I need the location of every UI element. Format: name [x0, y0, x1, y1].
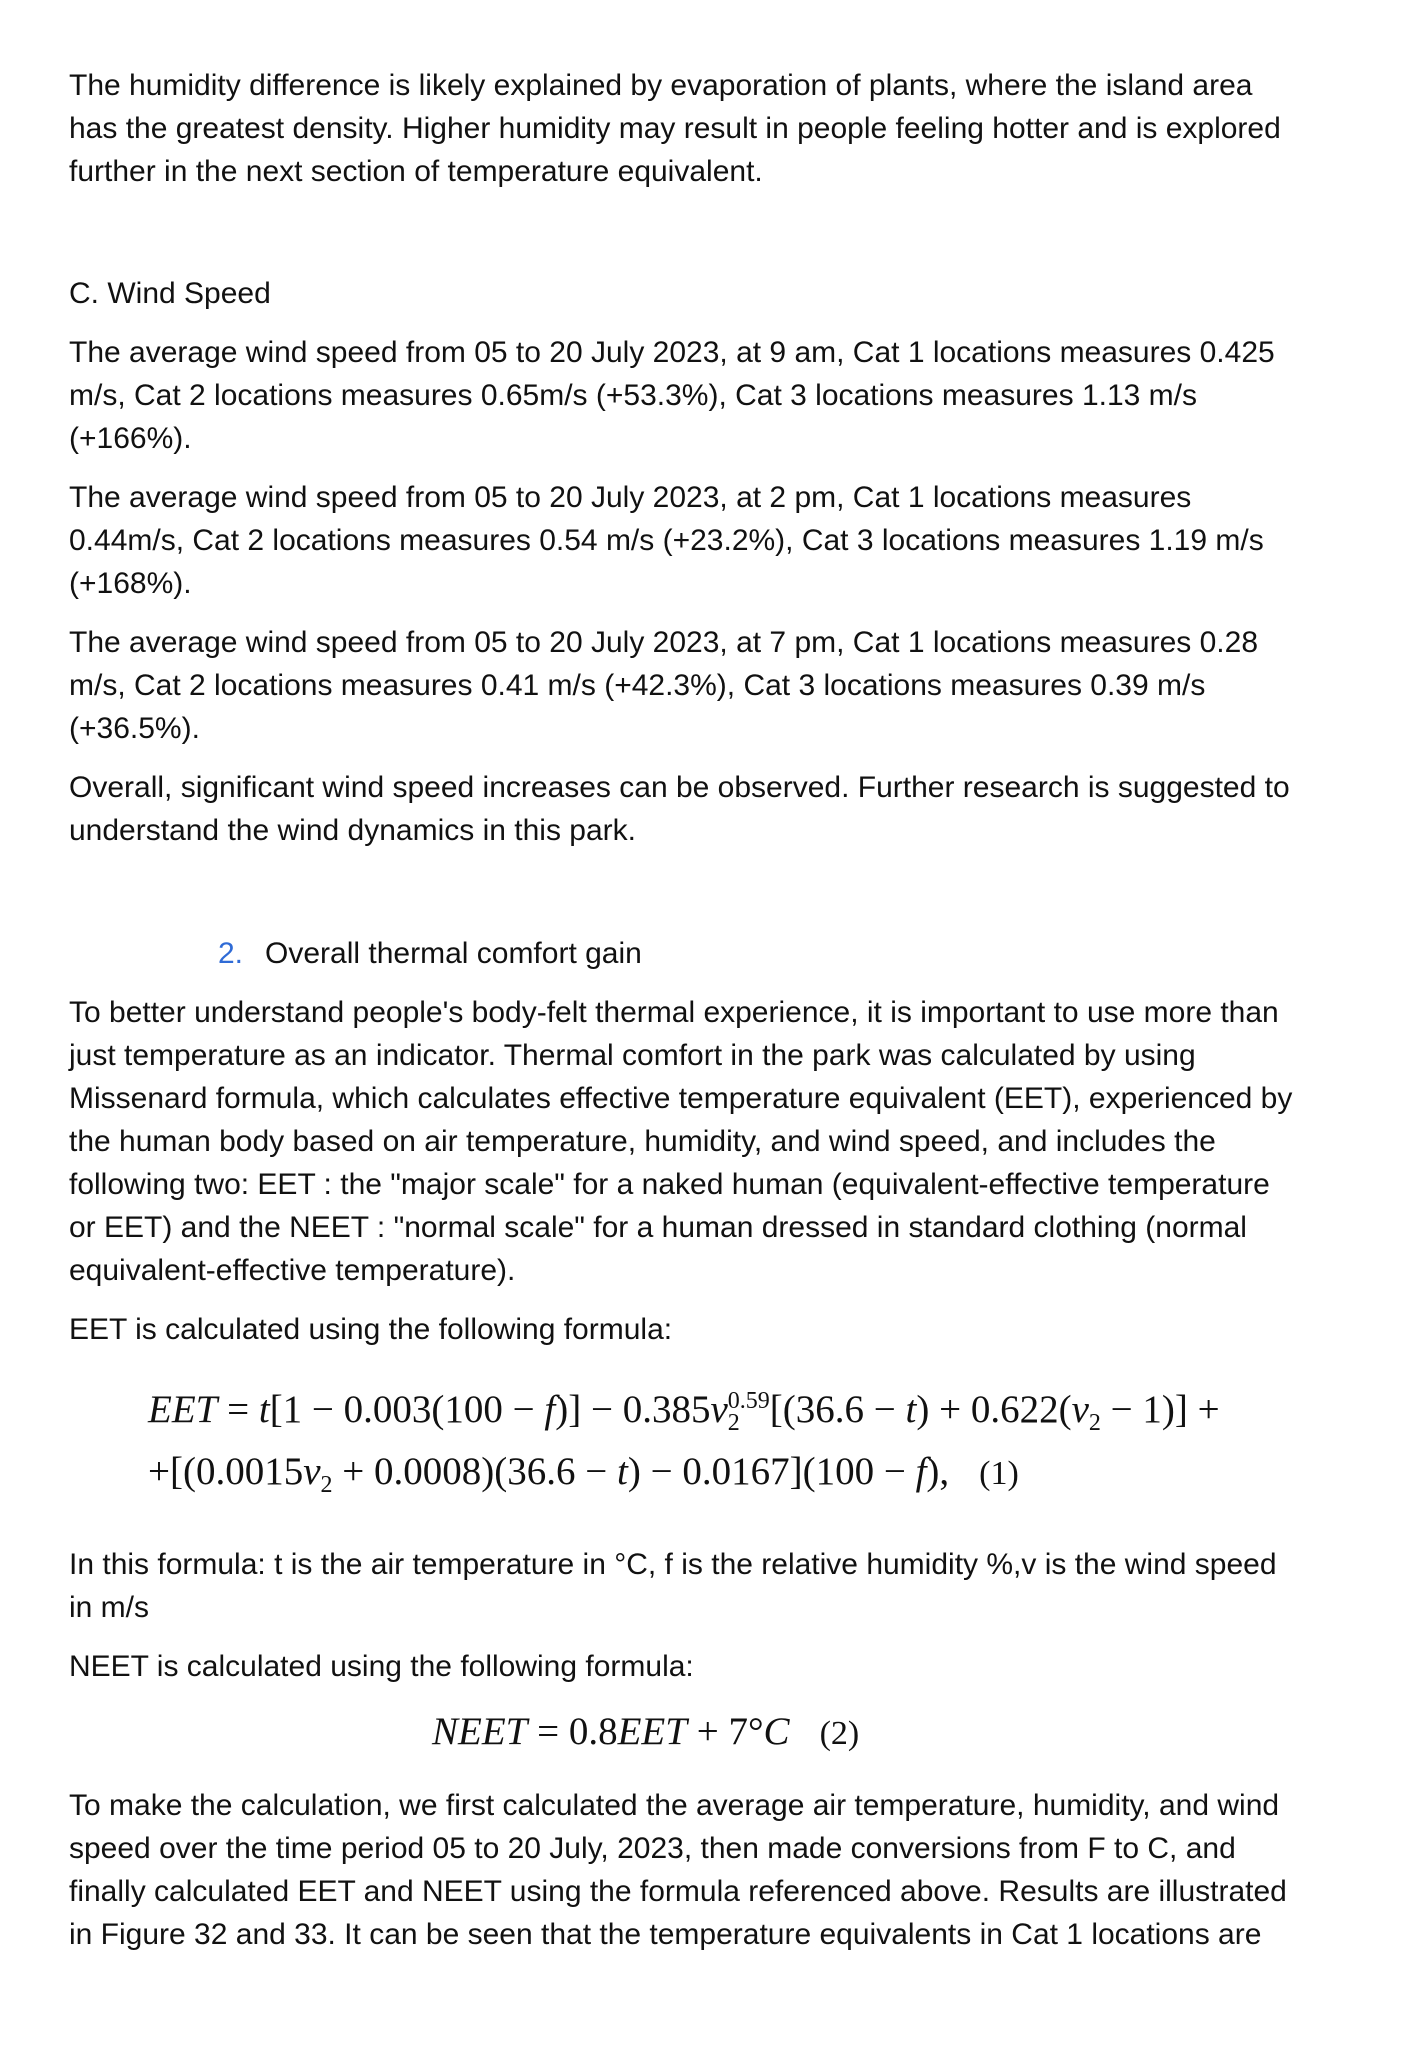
thermal-comfort-title: Overall thermal comfort gain: [265, 937, 642, 970]
eet-formula-line-1: EET = $t[1 - 0.003(100 - f)] - 0.385v_2^{0.59}[(36.6 - t) + 0.622(v_2 - 1)]$ +: [148, 1388, 1220, 1436]
wind-9am-paragraph: The average wind speed from 05 to 20 July 2023, at 9 am, Cat 1 locations measures 0.425 m/s, Cat 2 locations measures 0.65m/s (+53.3%), Cat 3 locations measures 1.13 m/s (+166%).: [69, 336, 1275, 455]
eet-intro-text: EET is calculated using the following formula:: [69, 1313, 673, 1346]
neet-intro-text: NEET is calculated using the following formula:: [69, 1650, 694, 1683]
humidity-paragraph: The humidity difference is likely explained by evaporation of plants, where the island area has the greatest density. Higher humidity may result in people feeling hotter and is explored further in the next section of temperature equivalent.: [69, 69, 1281, 188]
wind-2pm-paragraph: The average wind speed from 05 to 20 July 2023, at 2 pm, Cat 1 locations measures 0.44m/s, Cat 2 locations measures 0.54 m/s (+23.2%), Cat 3 locations measures 1.19 m/s (+168%).: [69, 481, 1264, 600]
calculation-paragraph: To make the calculation, we first calculated the average air temperature, humidity, and wind speed over the time period 05 to 20 July, 2023, then made conversions from F to C, and finally calculated EET and NEET using the formula referenced above. Results are illustrated in Figure 32 and 33. It can be seen that the temperature equivalents in Cat 1 locations are: [69, 1789, 1287, 1951]
wind-speed-heading: C. Wind Speed: [69, 277, 271, 310]
thermal-intro-paragraph: To better understand people's body-felt thermal experience, it is important to use more than just temperature as an indicator. Thermal comfort in the park was calculated by using Missenard formula, which calculates effective temperature equivalent (EET), experienced by the human body based on air temperature, humidity, and wind speed, and includes the following two: EET : the "major scale" for a naked human (equivalent-effective temperature or EET) and the NEET : "normal scale" for a human dressed in standard clothing (normal equivalent-effective temperature).: [69, 996, 1293, 1287]
thermal-comfort-heading: [218, 932, 642, 975]
equation-number-2: (2): [819, 1715, 860, 1752]
list-number: 2.: [218, 937, 244, 970]
equation-number-1: (1): [979, 1455, 1019, 1492]
wind-7pm-paragraph: The average wind speed from 05 to 20 July 2023, at 7 pm, Cat 1 locations measures 0.28 m/s, Cat 2 locations measures 0.41 m/s (+42.3%), Cat 3 locations measures 0.39 m/s (+36.5%).: [69, 626, 1259, 745]
neet-formula: NEET = 0.8EET + 7°C (2): [432, 1710, 860, 1753]
formula-variables-paragraph: In this formula: t is the air temperature in °C, f is the relative humidity %,v is the wind speed in m/s: [69, 1548, 1277, 1624]
wind-overall-paragraph: Overall, significant wind speed increases can be observed. Further research is suggested to understand the wind dynamics in this park.: [69, 771, 1290, 847]
eet-formula-line-2: $+[(0.0015v_2 + 0.0008)(36.6 - t) - 0.0167](100 - f)$, (1): [148, 1450, 1019, 1498]
